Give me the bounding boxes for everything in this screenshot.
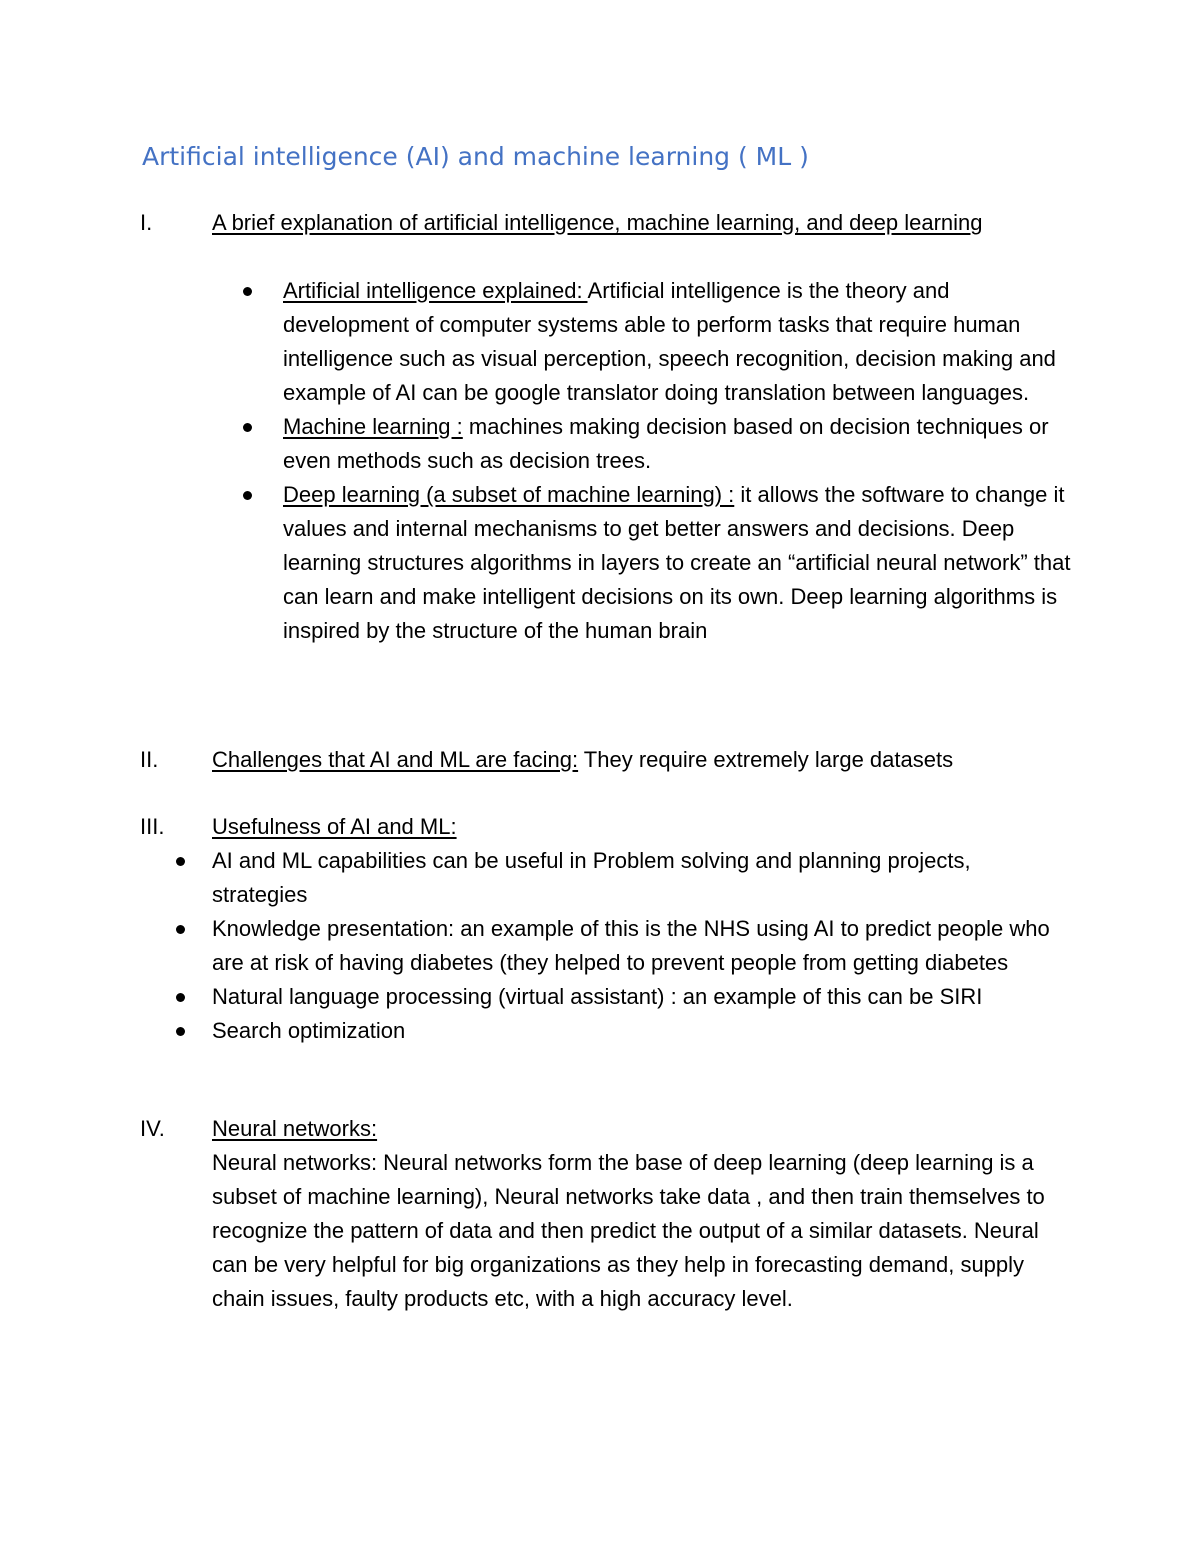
bullet-text: Natural language processing (virtual assistant) : an example of this can be SIRI — [212, 984, 983, 1009]
bullet-label: Artificial intelligence explained: — [283, 278, 588, 303]
bullet-label: Deep learning (a subset of machine learning) : — [283, 482, 735, 507]
section-1-bullet-list — [283, 274, 1073, 648]
list-item — [212, 844, 1072, 912]
section-2-heading-text: Challenges that AI and ML are facing: — [212, 747, 579, 772]
list-item — [283, 410, 1073, 478]
section-3-bullet-list — [212, 844, 1072, 1048]
bullet-icon — [176, 993, 185, 1002]
list-item — [283, 274, 1073, 410]
section-3-heading-text: Usefulness of AI and ML: — [212, 814, 457, 839]
section-1-numeral: I. — [140, 210, 153, 235]
section-1-heading-text: A brief explanation of artificial intelligence, machine learning, and deep learning — [212, 210, 983, 235]
list-item — [212, 1014, 1072, 1048]
section-4-paragraph: Neural networks: Neural networks form the base of deep learning (deep learning is a subset of machine learning), Neural networks take data , and then train themselves to recognize the pattern of data and then predict the output of a similar datasets. Neural can be very helpful for big organizations as they help in forecasting demand, supply chain issues, faulty products etc, with a high accuracy level. — [212, 1150, 1045, 1311]
section-2-heading — [212, 743, 1072, 777]
bullet-text: machines making decision based on decision techniques or even methods such as decision trees. — [283, 414, 1049, 473]
section-3-numeral: III. — [140, 814, 165, 839]
bullet-text: Knowledge presentation: an example of this is the NHS using AI to predict people who are at risk of having diabetes (they helped to prevent people from getting diabetes — [212, 916, 1050, 975]
bullet-label: Machine learning : — [283, 414, 463, 439]
bullet-icon — [243, 491, 252, 500]
section-4-heading-text: Neural networks: — [212, 1116, 378, 1141]
bullet-icon — [243, 287, 252, 296]
section-2-text: They require extremely large datasets — [578, 747, 954, 772]
bullet-icon — [176, 857, 185, 866]
bullet-icon — [176, 1027, 185, 1036]
section-1-heading — [212, 206, 1072, 240]
document-title: Artificial intelligence (AI) and machine learning ( ML ) — [142, 142, 809, 171]
bullet-icon — [243, 423, 252, 432]
bullet-icon — [176, 925, 185, 934]
list-item — [283, 478, 1073, 648]
section-4-numeral: IV. — [140, 1116, 165, 1141]
section-3-heading — [212, 810, 1072, 844]
bullet-text: Search optimization — [212, 1018, 406, 1043]
list-item — [212, 980, 1072, 1014]
section-4-heading — [212, 1112, 1072, 1146]
bullet-text: it allows the software to change it values and internal mechanisms to get better answers and decisions. Deep learning structures algorithms in layers to create an “artificial neural network” that can learn and make intelligent decisions on its own. Deep learning algorithms is inspired by the structure of the human brain — [283, 482, 1071, 643]
list-item — [212, 912, 1072, 980]
bullet-text: AI and ML capabilities can be useful in Problem solving and planning projects, strategies — [212, 848, 971, 907]
bullet-text: Artificial intelligence is the theory and development of computer systems able to perform tasks that require human intelligence such as visual perception, speech recognition, decision making and example of AI can be google translator doing translation between languages. — [283, 278, 1056, 405]
section-2-numeral: II. — [140, 747, 159, 772]
